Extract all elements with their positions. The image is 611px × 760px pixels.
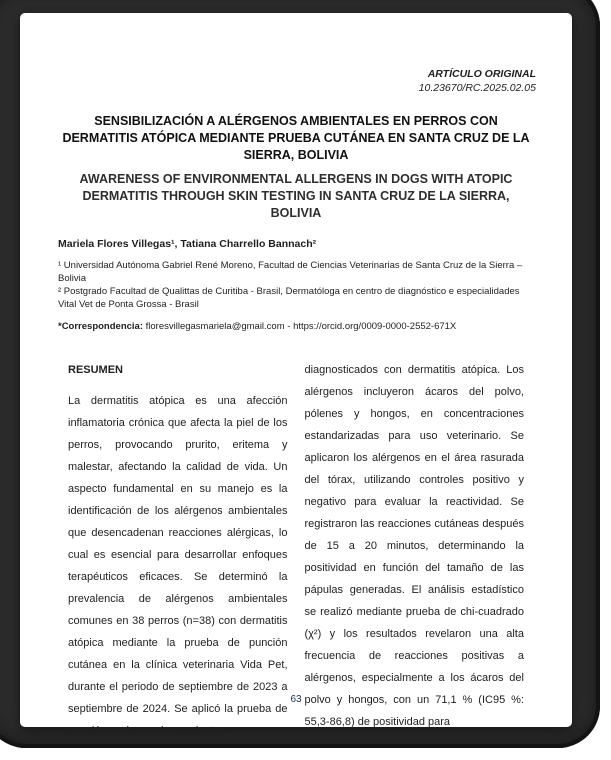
correspondence-label: *Correspondencia: (58, 321, 143, 332)
correspondence-email-orcid: floresvillegasmariela@gmail.com - https://orcid.org/0009-0000-2552-671X (145, 321, 457, 332)
abstract-column-right (305, 359, 525, 742)
correspondence-line (54, 320, 538, 333)
title-english: AWARENESS OF ENVIRONMENTAL ALLERGENS IN DOGS WITH ATOPIC DERMATITIS THROUGH SKIN TESTING IN SANTA CRUZ DE LA SIERRA, BOLIVIA (79, 172, 513, 220)
abstract-two-columns (54, 359, 538, 742)
authors-line: Mariela Flores Villegas¹, Tatiana Charrello Bannach² (58, 238, 317, 250)
doi-label: 10.23670/RC.2025.02.05 (418, 82, 536, 94)
page-content (20, 67, 572, 742)
article-type-label: ARTÍCULO ORIGINAL (427, 68, 536, 80)
abstract-text-left: La dermatitis atópica es una afección inflamatoria crónica que afecta la piel de los perros, provocando prurito, eritema y malestar, afectando la calidad de vida. Un aspecto fundamental en su manejo es la identificación de los alérgenos ambientales que desencadenan reacciones alérgicas, lo cual es esencial para desarrollar enfoques terapéuticos eficaces. Se determinó la prevalencia de alérgenos ambientales comunes en 38 perros (n=38) con dermatitis atópica mediante la prueba de punción cutánea en la clínica veterinaria Vida Pet, durante el periodo de septiembre de 2023 a septiembre de 2024. Se aplicó la prueba de punción cutánea a los pacientes (68, 395, 288, 737)
page-number: 63 (290, 694, 302, 705)
abstract-text-right: diagnosticados con dermatitis atópica. Los alérgenos incluyeron ácaros del polvo, pólenes y hongos, en concentraciones estandarizadas para uso veterinario. Se aplicaron los alérgenos en el área rasurada del tórax, utilizando controles positivo y negativo para evaluar la reactividad. Se registraron las reacciones cutáneas después de 15 a 20 minutos, determinando la positividad en función del tamaño de las pápulas generadas. El análisis estadístico se realizó mediante prueba de chi-cuadrado (χ²) y los resultados revelaron una alta frecuencia de reacciones positivas a alérgenos, especialmente a los ácaros del polvo y hongos, con un 71,1 % (IC95 %: 55,3-86,8) de positividad para (304, 364, 524, 728)
affiliation-item-2: ² Postgrado Facultad de Qualittas de Curitiba - Brasil, Dermatóloga en centro de diagnóstico e especialidades Vital Vet de Ponta Grossa - Brasil (58, 286, 520, 310)
abstract-heading: RESUMEN (68, 364, 124, 376)
header-meta (54, 67, 538, 95)
document-page (20, 13, 572, 737)
affiliations-list (54, 259, 538, 311)
affiliation-item-1: ¹ Universidad Autónoma Gabriel René Moreno, Facultad de Ciencias Veterinarias de Santa Cruz de la Sierra – Bolivia (58, 260, 523, 284)
title-spanish: SENSIBILIZACIÓN A ALÉRGENOS AMBIENTALES EN PERROS CON DERMATITIS ATÓPICA MEDIANTE PRUEBA CUTÁNEA EN SANTA CRUZ DE LA SIERRA, BOLIVIA (62, 114, 530, 162)
abstract-column-left (68, 359, 288, 742)
